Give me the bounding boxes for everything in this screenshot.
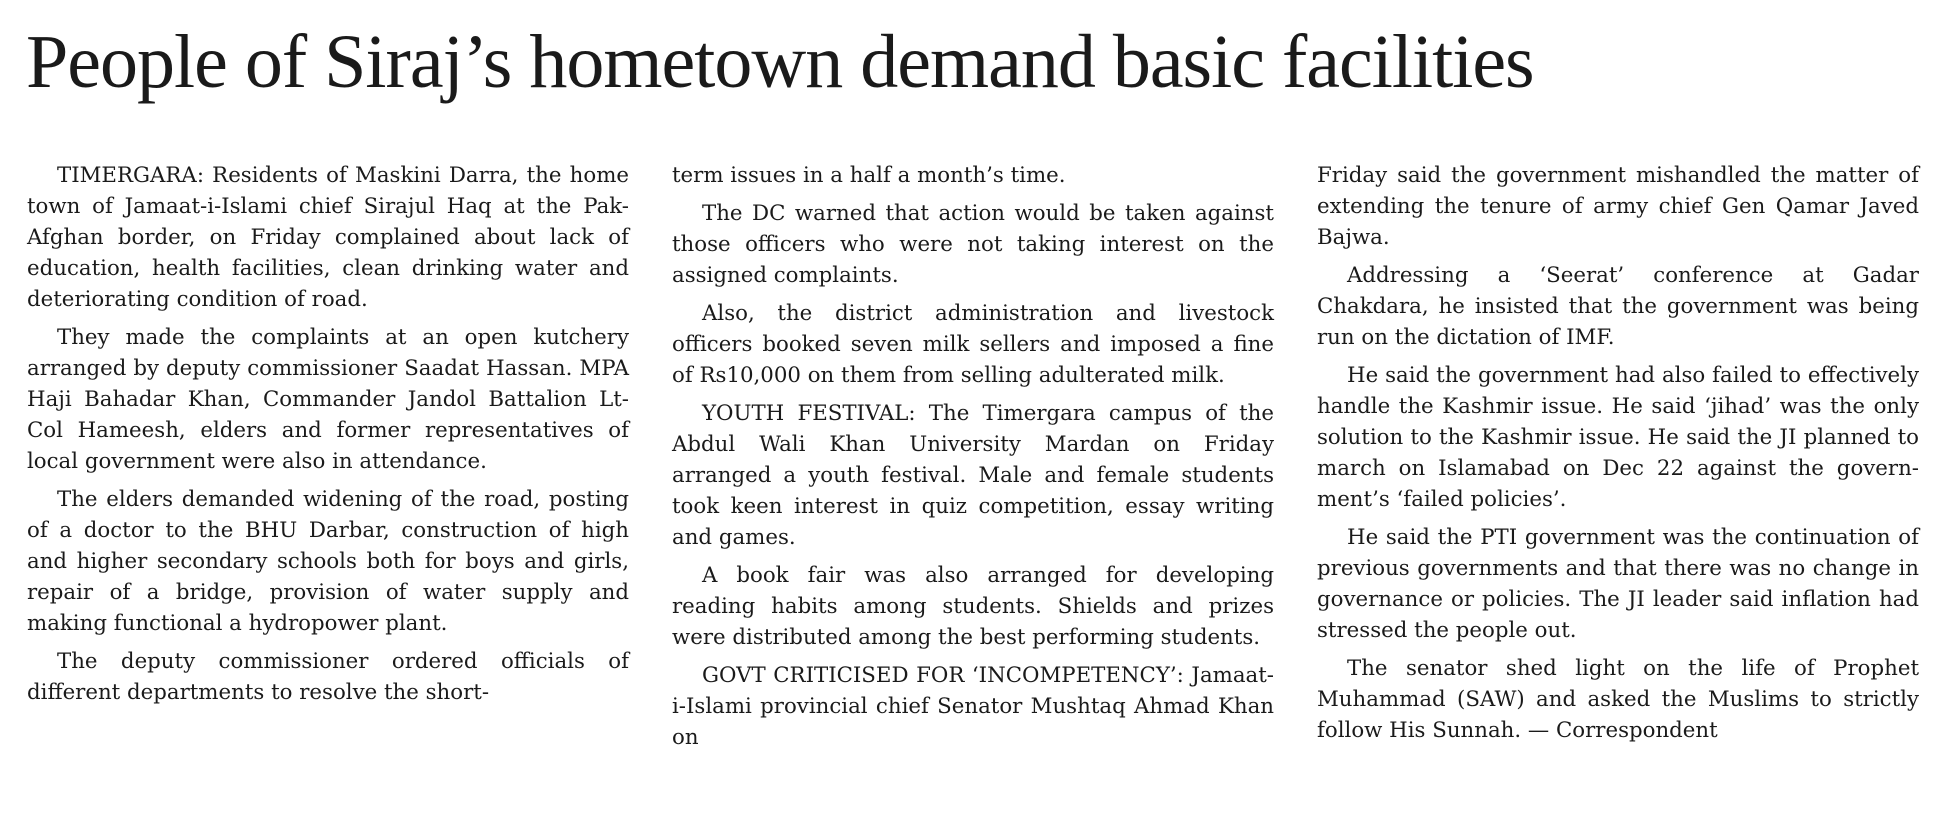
article-column-2 bbox=[672, 160, 1274, 753]
paragraph: GOVT CRITICISED FOR ‘INCOMPETENCY’: Jamaat-i-Islami provincial chief Senator Mushtaq Ahmad Khan on bbox=[672, 663, 1274, 750]
paragraph: TIMERGARA: Residents of Maskini Darra, the home town of Jamaat-i-Islami chief Sirajul Haq at the Pak-Afghan border, on Friday complained about lack of education, health facilities, clean drinking water and deteriorating condition of road. bbox=[27, 163, 629, 312]
paragraph: The elders demanded widening of the road, posting of a doctor to the BHU Darbar, construction of high and higher secondary schools both for boys and girls, repair of a bridge, provision of water supply and making functional a hydropower plant. bbox=[27, 487, 629, 636]
paragraph-continued: Friday said the government mishandled the matter of extending the tenure of army chief Gen Qamar Javed Bajwa. bbox=[1317, 163, 1919, 250]
paragraph: He said the government had also failed to effectively handle the Kashmir issue. He said ‘jihad’ was the only solution to the Kashmir issue. He said the JI planned to march on Islamabad on Dec 22 against the government’s ‘failed policies’. bbox=[1317, 363, 1919, 512]
paragraph: The deputy commissioner ordered officials of different departments to resolve the short- bbox=[27, 649, 629, 705]
article-column-3 bbox=[1317, 160, 1919, 746]
paragraph: YOUTH FESTIVAL: The Timergara campus of the Abdul Wali Khan University Mardan on Friday arranged a youth festival. Male and female students took keen interest in quiz competition, essay writing and games. bbox=[672, 401, 1274, 550]
paragraph: The senator shed light on the life of Prophet Muhammad (SAW) and asked the Muslims to strictly follow His Sunnah. — Correspondent bbox=[1317, 656, 1919, 743]
article-column-1 bbox=[27, 160, 629, 708]
paragraph: The DC warned that action would be taken against those officers who were not taking interest on the assigned complaints. bbox=[672, 201, 1274, 288]
paragraph: Addressing a ‘Seerat’ conference at Gadar Chakdara, he insisted that the government was being run on the dictation of IMF. bbox=[1317, 263, 1919, 350]
headline: People of Siraj’s hometown demand basic facilities bbox=[26, 20, 1534, 104]
paragraph-continued: term issues in a half a month’s time. bbox=[672, 163, 1066, 188]
paragraph: Also, the district administration and livestock officers booked seven milk sellers and imposed a fine of Rs10,000 on them from selling adulterated milk. bbox=[672, 301, 1274, 388]
paragraph: He said the PTI government was the continuation of previous governments and that there was no change in governance or policies. The JI leader said inflation had stressed the people out. bbox=[1317, 525, 1919, 643]
paragraph: They made the complaints at an open kutchery arranged by deputy commissioner Saadat Hassan. MPA Haji Bahadar Khan, Commander Jandol Battalion Lt-Col Hameesh, elders and former representatives of local government were also in attendance. bbox=[27, 325, 629, 474]
paragraph: A book fair was also arranged for developing reading habits among students. Shields and prizes were distributed among the best performing students. bbox=[672, 563, 1274, 650]
